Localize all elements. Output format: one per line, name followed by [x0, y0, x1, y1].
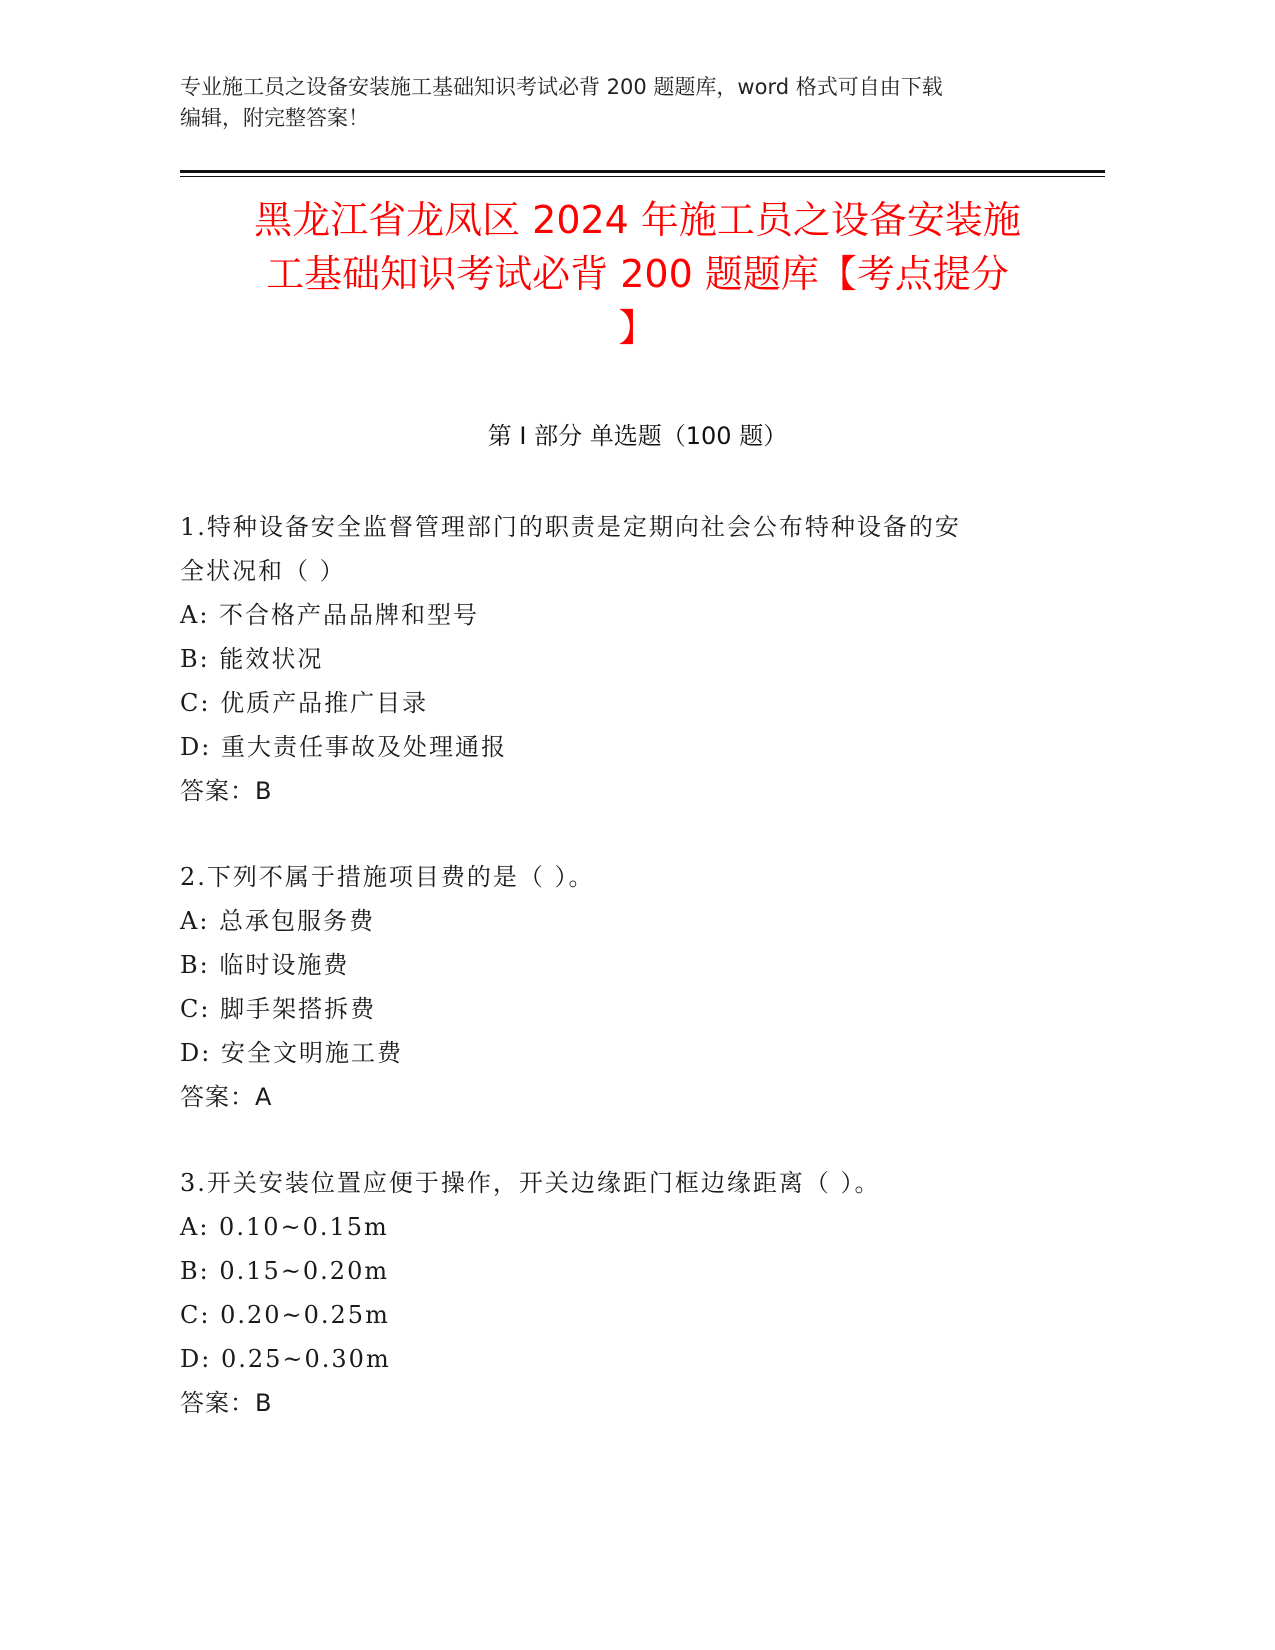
option-c: C: 脚手架搭拆费	[180, 995, 377, 1023]
title-line: 黑龙江省龙凤区 2024 年施工员之设备安装施	[254, 198, 1021, 242]
option-d: D: 安全文明施工费	[180, 1039, 403, 1067]
question-item	[180, 1161, 1060, 1425]
option-a: A: 0.10~0.15m	[180, 1213, 389, 1241]
answer-value: A	[255, 1083, 272, 1111]
header-note	[180, 72, 1080, 134]
option-a: A: 不合格产品品牌和型号	[180, 601, 480, 629]
title-line: 工基础知识考试必背 200 题题库【考点提分	[266, 252, 1009, 296]
answer-label: 答案：	[180, 1389, 255, 1417]
answer-label: 答案：	[180, 777, 255, 805]
question-stem: 1.特种设备安全监督管理部门的职责是定期向社会公布特种设备的安	[180, 513, 961, 541]
question-item	[180, 855, 1060, 1119]
option-a: A: 总承包服务费	[180, 907, 376, 935]
header-note-line: 专业施工员之设备安装施工基础知识考试必背 200 题题库，word 格式可自由下载	[180, 75, 943, 99]
question-stem: 3.开关安装位置应便于操作，开关边缘距门框边缘距离（ ）。	[180, 1169, 881, 1197]
answer-value: B	[255, 777, 272, 805]
option-b: B: 0.15~0.20m	[180, 1257, 390, 1285]
document-title	[160, 193, 1115, 355]
option-b: B: 临时设施费	[180, 951, 350, 979]
header-note-line: 编辑，附完整答案！	[180, 106, 369, 130]
question-list	[180, 505, 1060, 1467]
question-stem: 2.下列不属于措施项目费的是（ ）。	[180, 863, 595, 891]
answer-line	[180, 1381, 1060, 1425]
question-stem: 全状况和（ ）	[180, 557, 346, 585]
option-b: B: 能效状况	[180, 645, 324, 673]
answer-label: 答案：	[180, 1083, 255, 1111]
option-d: D: 重大责任事故及处理通报	[180, 733, 507, 761]
answer-value: B	[255, 1389, 272, 1417]
answer-line	[180, 769, 1060, 813]
question-item	[180, 505, 1060, 813]
header-divider-thin	[180, 176, 1105, 177]
option-d: D: 0.25~0.30m	[180, 1345, 391, 1373]
option-c: C: 优质产品推广目录	[180, 689, 429, 717]
section-heading: 第 I 部分 单选题（100 题）	[487, 422, 788, 450]
header-divider-thick	[180, 170, 1105, 173]
answer-line	[180, 1075, 1060, 1119]
title-line: 】	[618, 306, 657, 350]
option-c: C: 0.20~0.25m	[180, 1301, 390, 1329]
